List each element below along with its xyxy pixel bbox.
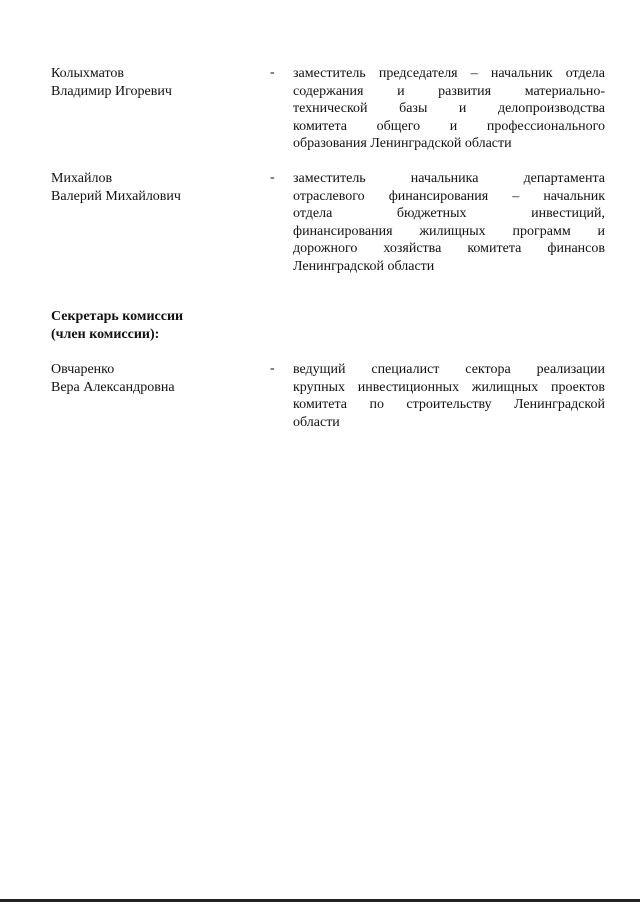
- member-surname: Михайлов: [51, 171, 113, 186]
- position-line: отдела бюджетных инвестиций,: [293, 206, 605, 221]
- member-name: [51, 361, 261, 396]
- dash-separator: -: [270, 170, 275, 185]
- member-position: [293, 170, 605, 275]
- member-name: [51, 65, 261, 100]
- member-given-names: Вера Александровна: [51, 379, 175, 395]
- member-position: [293, 361, 605, 431]
- position-line: заместитель председателя – начальник отдела: [293, 66, 605, 81]
- position-line: комитета общего и профессионального: [293, 118, 605, 134]
- position-line: содержания и развития материально-: [293, 83, 605, 99]
- position-line: технической базы и делопроизводства: [293, 101, 605, 116]
- position-line: финансирования жилищных программ и: [293, 223, 605, 239]
- position-line: крупных инвестиционных жилищных проектов: [293, 379, 605, 395]
- position-line: дорожного хозяйства комитета финансов: [293, 241, 605, 256]
- member-given-names: Владимир Игоревич: [51, 83, 172, 99]
- position-line: комитета по строительству Ленинградской: [293, 397, 605, 412]
- member-name: [51, 170, 261, 205]
- position-line: заместитель начальника департамента: [293, 171, 605, 186]
- position-line: области: [293, 414, 340, 430]
- member-position: [293, 65, 605, 153]
- position-line: ведущий специалист сектора реализации: [293, 362, 605, 377]
- dash-separator: -: [270, 361, 275, 376]
- secretary-heading: [51, 308, 183, 343]
- position-line: образования Ленинградской области: [293, 136, 512, 151]
- dash-separator: -: [270, 65, 275, 80]
- secretary-heading-line: (член комиссии):: [51, 326, 160, 342]
- position-line: Ленинградской области: [293, 258, 435, 274]
- member-surname: Овчаренко: [51, 362, 115, 377]
- page-bottom-edge: [0, 899, 640, 902]
- member-surname: Колыхматов: [51, 66, 125, 81]
- secretary-heading-line: Секретарь комиссии: [51, 309, 184, 324]
- member-given-names: Валерий Михайлович: [51, 188, 181, 204]
- position-line: отраслевого финансирования – начальник: [293, 188, 605, 204]
